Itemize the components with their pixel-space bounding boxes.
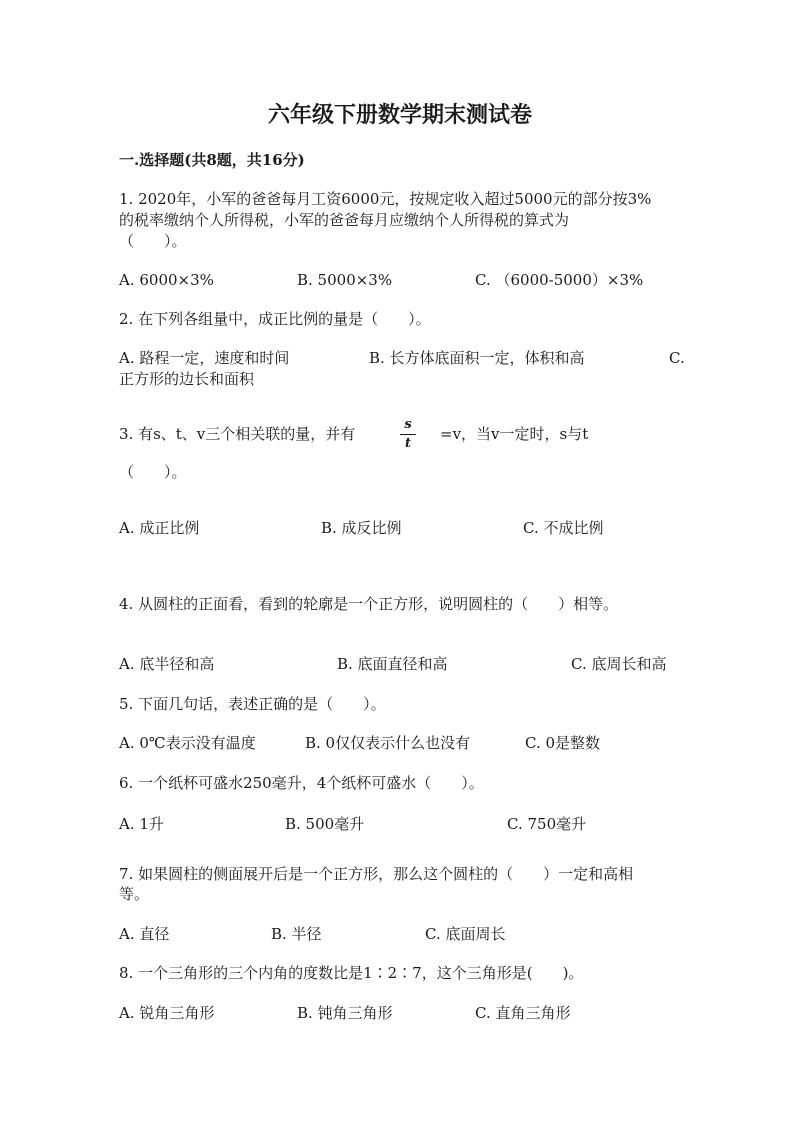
question-6-option-b[interactable]: B. 500毫升 (285, 815, 365, 833)
fraction-s-over-t (400, 418, 416, 451)
question-4-option-c[interactable]: C. 底周长和高 (571, 655, 667, 673)
fraction-bar (400, 434, 416, 435)
question-8-option-a[interactable]: A. 锐角三角形 (119, 1004, 215, 1022)
question-6-stem: 6. 一个纸杯可盛水250毫升，4个纸杯可盛水（ ）。 (119, 774, 484, 792)
question-2-option-c[interactable]: C. (669, 349, 685, 367)
section-heading: 一.选择题(共8题，共16分) (119, 151, 305, 169)
question-3-option-c[interactable]: C. 不成比例 (523, 519, 604, 537)
question-5-option-c[interactable]: C. 0是整数 (525, 734, 601, 752)
question-1-line-3: （ ）。 (119, 232, 187, 250)
question-3-stem-part-1: 3. 有s、t、v三个相关联的量，并有 (119, 425, 356, 443)
question-3-blank: （ ）。 (119, 463, 187, 481)
question-2-stem: 2. 在下列各组量中，成正比例的量是（ ）。 (119, 310, 431, 328)
question-6-option-a[interactable]: A. 1升 (119, 815, 164, 833)
question-4-option-b[interactable]: B. 底面直径和高 (337, 655, 448, 673)
question-4-stem: 4. 从圆柱的正面看，看到的轮廓是一个正方形，说明圆柱的（ ）相等。 (119, 595, 619, 613)
question-2-option-b[interactable]: B. 长方体底面积一定，体积和高 (369, 349, 585, 367)
question-1-option-b[interactable]: B. 5000×3% (297, 271, 393, 289)
question-7-line-2: 等。 (119, 885, 150, 903)
question-6-option-c[interactable]: C. 750毫升 (507, 815, 587, 833)
question-7-option-a[interactable]: A. 直径 (119, 925, 170, 943)
fraction-denominator: t (404, 436, 411, 451)
question-5-option-a[interactable]: A. 0℃表示没有温度 (119, 734, 256, 752)
question-3-option-a[interactable]: A. 成正比例 (119, 519, 200, 537)
question-1-line-2: 的税率缴纳个人所得税，小军的爸爸每月应缴纳个人所得税的算式为 (119, 211, 570, 229)
question-7-option-b[interactable]: B. 半径 (271, 925, 322, 943)
question-3-stem-part-2: =v，当v一定时，s与t (440, 425, 589, 443)
question-1-option-c[interactable]: C. （6000-5000）×3% (475, 271, 644, 289)
question-1-option-a[interactable]: A. 6000×3% (119, 271, 214, 289)
question-1-line-1: 1. 2020年，小军的爸爸每月工资6000元，按规定收入超过5000元的部分按3% (119, 190, 652, 208)
question-7-option-c[interactable]: C. 底面周长 (425, 925, 506, 943)
question-5-stem: 5. 下面几句话，表述正确的是（ ）。 (119, 695, 386, 713)
page-title: 六年级下册数学期末测试卷 (267, 102, 532, 128)
question-8-option-b[interactable]: B. 钝角三角形 (297, 1004, 393, 1022)
question-5-option-b[interactable]: B. 0仅仅表示什么也没有 (305, 734, 471, 752)
question-2-option-c-text[interactable]: 正方形的边长和面积 (119, 370, 255, 388)
question-8-option-c[interactable]: C. 直角三角形 (475, 1004, 571, 1022)
fraction-numerator: s (404, 417, 412, 432)
question-2-option-a[interactable]: A. 路程一定，速度和时间 (119, 349, 290, 367)
question-4-option-a[interactable]: A. 底半径和高 (119, 655, 215, 673)
question-8-stem: 8. 一个三角形的三个内角的度数比是1∶2∶7，这个三角形是( )。 (119, 964, 584, 982)
question-7-line-1: 7. 如果圆柱的侧面展开后是一个正方形，那么这个圆柱的（ ）一定和高相 (119, 865, 634, 883)
question-3-option-b[interactable]: B. 成反比例 (321, 519, 402, 537)
